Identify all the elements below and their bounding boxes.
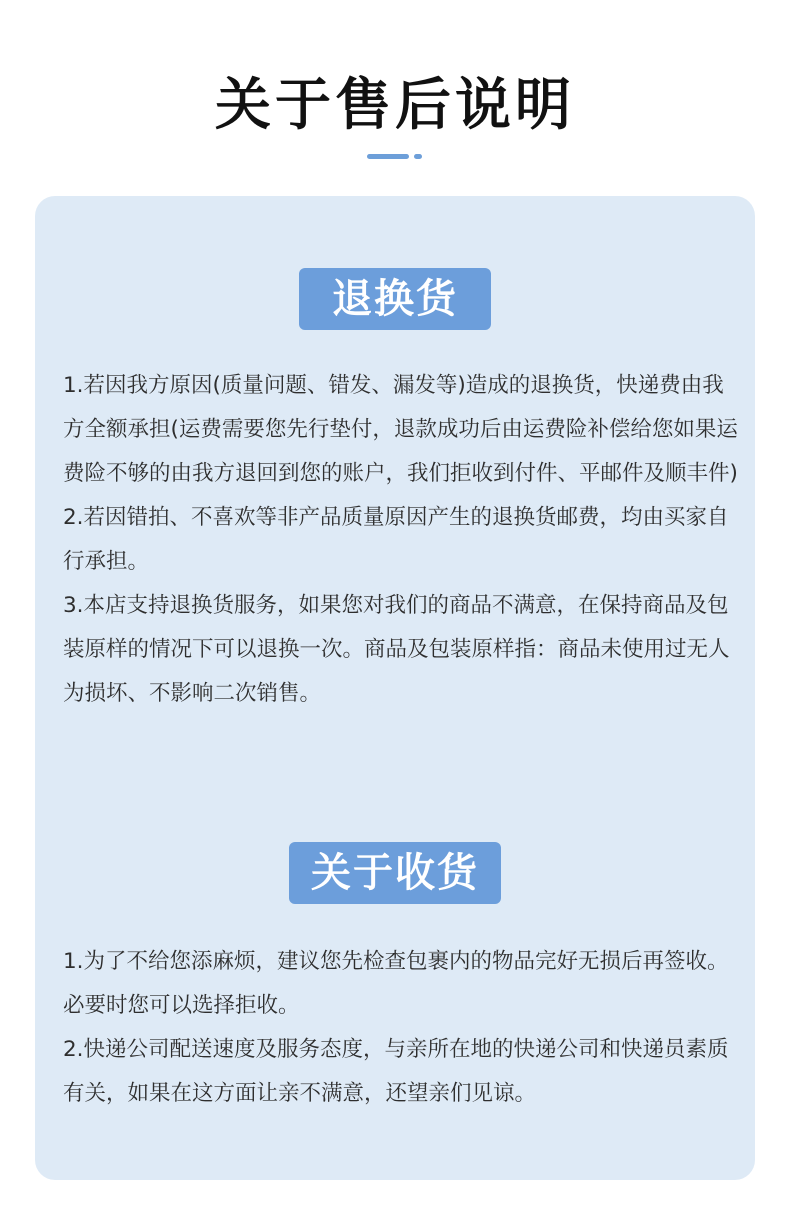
returns-paragraph-1: 1.若因我方原因(质量问题、错发、漏发等)造成的退换货，快递费由我方全额承担(运费需要您先行垫付，退款成功后由运费险补偿给您如果运费险不够的由我方退回到您的账户，我们拒收到付件、平邮件及顺丰件) bbox=[63, 373, 738, 486]
returns-paragraph-2: 2.若因错拍、不喜欢等非产品质量原因产生的退换货邮费，均由买家自行承担。 bbox=[63, 505, 729, 574]
title-underline-dot bbox=[414, 154, 422, 159]
returns-paragraph-3: 3.本店支持退换货服务，如果您对我们的商品不满意，在保持商品及包装原样的情况下可以退换一次。商品及包装原样指：商品未使用过无人为损坏、不影响二次销售。 bbox=[63, 593, 730, 706]
section-heading-receiving: 关于收货 bbox=[289, 842, 501, 904]
receiving-paragraph-1: 1.为了不给您添麻烦，建议您先检查包裹内的物品完好无损后再签收。必要时您可以选择拒收。 bbox=[63, 949, 729, 1018]
receiving-paragraph-2: 2.快递公司配送速度及服务态度，与亲所在地的快递公司和快递员素质有关，如果在这方面让亲不满意，还望亲们见谅。 bbox=[63, 1037, 729, 1106]
info-panel bbox=[35, 196, 755, 1180]
title-underline bbox=[367, 154, 423, 159]
title-underline-bar bbox=[367, 154, 409, 159]
section-body-receiving bbox=[63, 940, 743, 1116]
section-heading-returns: 退换货 bbox=[299, 268, 491, 330]
page-title: 关于售后说明 bbox=[215, 73, 575, 138]
section-body-returns bbox=[63, 364, 743, 716]
